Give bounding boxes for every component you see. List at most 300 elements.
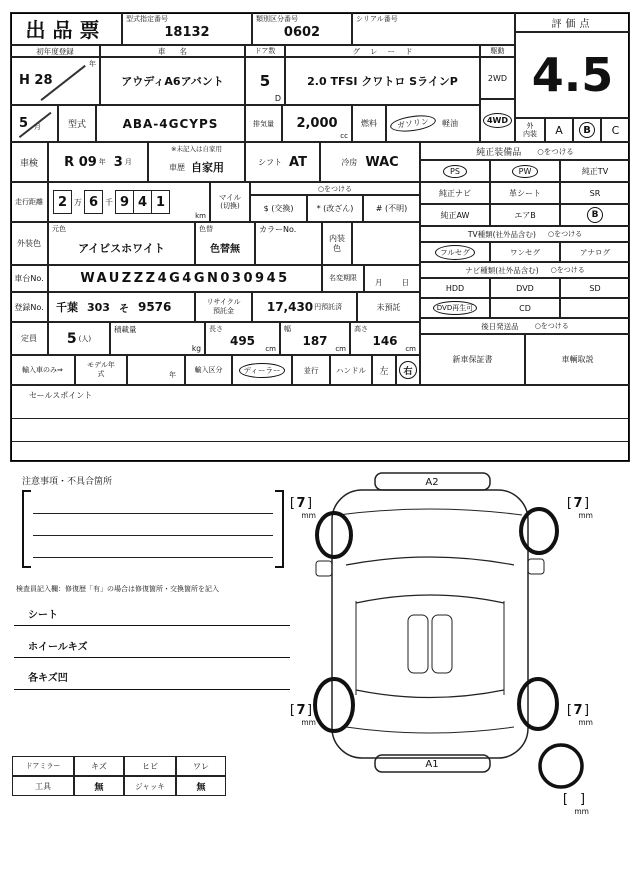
month-unit: 月 <box>34 123 41 131</box>
wheel-rear-right <box>519 679 557 729</box>
odometer-note-header <box>250 182 420 195</box>
interior-label: 内装 <box>523 130 537 138</box>
rule-line <box>33 557 273 558</box>
class-code-value: 0602 <box>283 25 321 40</box>
tread-unit: mm <box>578 718 593 727</box>
mirror-left <box>316 561 332 576</box>
mileage-digit: 1 <box>151 190 170 214</box>
drive-2wd: 2WD <box>487 73 508 83</box>
mile-sub: (切換) <box>220 202 240 211</box>
recycle-label-2: 預託金 <box>213 307 234 315</box>
memo-underline <box>14 625 290 626</box>
circle-note: ○をつける <box>317 184 353 193</box>
score-label: 評価点 <box>551 18 594 30</box>
load-cell <box>110 322 205 355</box>
rear-window-line <box>356 690 504 698</box>
grade-value: 2.0 TFSI クワトロ SラインP <box>307 75 458 88</box>
chassis-value: WAUZZZ4G4GN030945 <box>80 271 290 286</box>
mileage-km-unit: km <box>195 212 206 220</box>
fuel-value-cell <box>386 105 480 142</box>
bracket: ] <box>584 496 590 511</box>
score-value: 4.5 <box>531 48 614 102</box>
exterior-label: 外 <box>526 121 534 130</box>
notes-title: 注意事項・不具合箇所 <box>22 477 113 487</box>
rule-line <box>11 418 629 419</box>
inspector-note: 検査員記入欄：修復歴「有」の場合は修復箇所・交換箇所を記入 <box>16 585 219 593</box>
height-label: 高さ <box>354 325 368 333</box>
ac-value: WAC <box>365 154 399 170</box>
tread-rear-left <box>283 704 319 727</box>
shift-label: シフト <box>258 157 283 167</box>
memo-wheel-scratch: ホイールキズ <box>28 642 88 653</box>
equip-b-mark-cell <box>560 204 630 226</box>
orig-color-cell <box>48 222 195 265</box>
equip-navi-cell <box>420 182 490 204</box>
capacity-value-cell <box>48 322 110 355</box>
length-label: 長さ <box>209 325 223 333</box>
equip-ps-circled: PS <box>443 165 467 178</box>
car-name-label: 車名 <box>158 46 201 56</box>
drive-label: 駆動 <box>490 47 505 55</box>
manual-label: 車輌取説 <box>561 355 594 364</box>
tv-oneseg-cell <box>490 242 560 262</box>
mileage-digit: 6 <box>84 190 103 214</box>
import-type-label-cell <box>185 355 232 385</box>
history-label: 車歴 <box>169 162 185 172</box>
year-unit: 年 <box>89 60 96 68</box>
mileage-label-cell <box>10 182 48 222</box>
equip-sr: SR <box>589 188 601 198</box>
bracket: ] <box>584 703 590 718</box>
tv-analog: アナログ <box>580 247 610 257</box>
shaken-label-cell <box>10 142 48 182</box>
warranty-cell <box>420 334 525 385</box>
cd-cell <box>490 298 560 318</box>
height-cell <box>350 322 420 355</box>
memo-underline <box>14 657 290 658</box>
bracket: ] <box>307 703 313 718</box>
first-reg-header <box>10 45 100 57</box>
color-no-label: カラーNo. <box>259 225 297 234</box>
trunk-line <box>346 727 514 733</box>
recycle-amount-cell <box>252 292 357 322</box>
wheel-rear-left <box>315 679 353 731</box>
navi-hdd-cell <box>420 278 490 298</box>
shift-value: AT <box>289 154 307 170</box>
grade-b-cell <box>573 118 601 142</box>
grade-c: C <box>611 123 620 137</box>
history-value: 自家用 <box>191 161 224 174</box>
door-mirror-label: ドアミラー <box>25 762 61 770</box>
equip-leather-cell <box>490 182 560 204</box>
length-unit: cm <box>265 345 276 353</box>
width-value: 187 <box>302 333 328 348</box>
equipment-header <box>420 142 630 160</box>
doors-sub: D <box>274 94 281 103</box>
later-ship-header <box>420 318 630 334</box>
equip-sr-cell <box>560 182 630 204</box>
crack-label: ヒビ <box>142 761 158 771</box>
car-name-value: アウディA6アバント <box>121 75 224 88</box>
mini-table-tools <box>12 776 74 796</box>
navi-type-label: ナビ種類(社外品含む) <box>465 265 539 275</box>
windshield-line <box>356 595 504 603</box>
score-label-cell <box>515 12 630 32</box>
mile-label: マイル <box>218 192 242 202</box>
equip-pw-cell <box>490 160 560 182</box>
fuel-label-cell <box>352 105 386 142</box>
import-dealer-cell <box>232 355 292 385</box>
shaken-year-unit: 年 <box>98 158 106 166</box>
tv-fullseg-circled: フルセグ <box>435 245 475 260</box>
sales-point-area <box>10 385 630 462</box>
mirror-right <box>528 559 544 574</box>
color-change-value: 色替無 <box>210 244 240 255</box>
capacity-label-cell <box>10 322 48 355</box>
model-code-value: 18132 <box>164 25 210 40</box>
first-reg-year: H 28 <box>19 73 53 88</box>
handle-label: ハンドル <box>336 365 366 375</box>
history-note: ※未記入は自家用 <box>171 145 222 153</box>
spare-tire <box>540 745 582 787</box>
interior-detail <box>432 615 452 673</box>
shaken-month: 3 <box>113 154 123 170</box>
serial-cell <box>352 12 515 45</box>
handle-right-circled: 右 <box>399 361 417 379</box>
interior-detail <box>408 615 428 673</box>
manual-cell <box>525 334 630 385</box>
rule-line <box>33 535 273 536</box>
navi-hdd: HDD <box>445 283 465 293</box>
mileage-value-cell <box>48 182 210 222</box>
reg-region: 千葉 <box>56 301 78 314</box>
scratch-label: キズ <box>91 761 107 771</box>
int-color-label-cell <box>322 222 352 265</box>
name-change-label-cell <box>322 265 364 292</box>
recycle-amount: 17,430 <box>266 300 314 314</box>
equip-tv: 純正TV <box>581 166 609 176</box>
color-change-label: 色替 <box>199 225 213 233</box>
notes-area <box>22 490 284 568</box>
car-body-outline <box>332 490 528 758</box>
car-name-cell <box>100 57 245 105</box>
model-year-label-cell <box>75 355 127 385</box>
int-color-label: 内装色 <box>329 233 345 253</box>
tread-value: 7 <box>573 703 583 718</box>
chassis-label: 車台No. <box>14 274 44 283</box>
tv-fullseg-cell <box>420 242 490 262</box>
memo-dents: 各キズ凹 <box>28 673 68 684</box>
height-value: 146 <box>372 333 398 348</box>
bracket: [ <box>562 792 568 807</box>
odo-exchange-cell <box>250 195 307 222</box>
sheet-title-cell <box>10 12 122 45</box>
model-label-cell <box>58 105 96 142</box>
mileage-sen-unit: 千 <box>105 197 113 207</box>
mini-table-door-mirror <box>12 756 74 776</box>
none-value: 無 <box>94 782 104 793</box>
tread-unit: mm <box>301 511 316 520</box>
chassis-label-cell <box>10 265 48 292</box>
none-value: 無 <box>196 782 206 793</box>
wheel-front-left <box>317 513 351 557</box>
displacement-value-cell <box>282 105 352 142</box>
mileage-digit: 9 <box>115 190 134 214</box>
shaken-value-cell <box>48 142 148 182</box>
bracket: [ <box>566 703 572 718</box>
class-code-label: 類別区分番号 <box>256 15 298 23</box>
equip-aw: 純正AW <box>440 210 470 220</box>
color-change-cell <box>195 222 255 265</box>
shaken-year: R 09 <box>64 154 97 170</box>
mini-table-none-1 <box>74 776 124 796</box>
day-mark: 日 <box>401 278 409 287</box>
fuel-label: 燃料 <box>361 119 377 128</box>
bracket: [ <box>566 496 572 511</box>
name-change-value-cell <box>364 265 420 292</box>
bracket: [ <box>289 703 295 718</box>
equipment-title: 純正装備品 <box>476 147 522 158</box>
reg-value-cell <box>48 292 195 322</box>
tread-front-left <box>283 497 319 520</box>
recycle-unpaid-label: 未預託 <box>376 302 401 312</box>
equip-airbag: エアB <box>514 210 536 220</box>
navi-dvd: DVD <box>516 283 534 293</box>
tread-rear-right <box>560 704 596 727</box>
car-name-header <box>100 45 245 57</box>
sales-point-label: セールスポイント <box>29 391 93 400</box>
tools-label: 工具 <box>35 781 51 791</box>
mini-table-jack <box>124 776 176 796</box>
chassis-value-cell <box>48 265 322 292</box>
reg-label: 登録No. <box>14 302 44 312</box>
serial-label: シリアル番号 <box>356 15 398 23</box>
dvd-play-circled: DVD再生可 <box>433 301 477 315</box>
left-bracket <box>22 490 31 568</box>
first-reg-month-cell <box>10 105 58 142</box>
int-color-value-cell <box>352 222 420 265</box>
displacement-unit: cc <box>340 132 348 140</box>
fuel-gasoline-circled: ガソリン <box>389 113 437 134</box>
equip-leather: 革シート <box>509 188 541 198</box>
model-year-value-cell <box>127 355 185 385</box>
navi-sd-cell <box>560 278 630 298</box>
reg-kana: そ <box>118 303 129 315</box>
fuel-diesel: 軽油 <box>442 119 458 128</box>
empty-cell <box>560 298 630 318</box>
mileage-man-unit: 万 <box>74 197 82 207</box>
history-cell <box>148 142 245 182</box>
shaken-month-unit: 月 <box>124 158 132 166</box>
tv-analog-cell <box>560 242 630 262</box>
name-change-label: 名変期限 <box>329 274 357 283</box>
front-bumper-label: A2 <box>425 477 439 488</box>
grade-a-cell <box>545 118 573 142</box>
circle-note: ○をつける <box>534 322 569 330</box>
model-value-cell <box>96 105 245 142</box>
tv-type-header <box>420 226 630 242</box>
mile-cell <box>210 182 250 222</box>
mini-table-crack <box>124 756 176 776</box>
grade-c-cell <box>601 118 630 142</box>
capacity-unit: (人) <box>78 334 92 343</box>
reg-class: 303 <box>87 300 110 314</box>
ext-int-label-cell <box>515 118 545 142</box>
first-reg-label: 初年度登録 <box>36 46 74 56</box>
ext-color-label: 外装色 <box>17 239 41 248</box>
mini-table-none-2 <box>176 776 226 796</box>
memo-seat: シート <box>28 610 58 621</box>
ac-label: 冷房 <box>341 157 358 167</box>
mileage-digit: 2 <box>53 190 72 214</box>
drive-header <box>480 45 515 57</box>
ext-color-label-cell <box>10 222 48 265</box>
tread-value: 7 <box>573 496 583 511</box>
tv-type-label: TV種類(社外品含む) <box>467 229 536 239</box>
cd-label: CD <box>519 303 531 313</box>
odo-exchange: $ (交換) <box>263 204 294 213</box>
capacity-value: 5 <box>66 330 77 347</box>
recycle-label-1: リサイクル <box>206 297 241 306</box>
hood-line <box>338 509 522 515</box>
equip-b-mark-circled: B <box>587 207 603 223</box>
drive-2wd-cell <box>480 57 515 99</box>
model-value: ABA-4GCYPS <box>122 116 219 131</box>
tread-front-right <box>560 497 596 520</box>
displacement-value: 2,000 <box>296 116 338 131</box>
doors-value: 5 <box>259 72 271 90</box>
bracket: ] <box>307 496 313 511</box>
grade-label: グレード <box>352 46 423 56</box>
capacity-label: 定員 <box>21 334 37 343</box>
load-label: 積載量 <box>114 325 137 334</box>
tread-value: 7 <box>296 496 306 511</box>
score-value-cell <box>515 32 630 118</box>
equip-pw-circled: PW <box>512 165 539 178</box>
model-code-cell <box>122 12 252 45</box>
height-unit: cm <box>405 345 416 353</box>
doors-header <box>245 45 285 57</box>
odo-unknown: # (不明) <box>375 204 408 213</box>
import-parallel-cell <box>292 355 330 385</box>
recycle-label-cell <box>195 292 252 322</box>
rear-bumper-label: A1 <box>425 759 439 770</box>
displacement-label: 排気量 <box>253 119 274 128</box>
width-label: 幅 <box>284 325 291 333</box>
width-cell <box>280 322 350 355</box>
model-label: 型式 <box>67 120 86 130</box>
drive-4wd-circled: 4WD <box>483 113 512 128</box>
later-ship-label: 後日発送品 <box>481 321 519 331</box>
drive-4wd-cell <box>480 99 515 142</box>
wheel-front-right <box>521 509 557 553</box>
import-label-cell <box>10 355 75 385</box>
grade-cell <box>285 57 480 105</box>
odo-unknown-cell <box>363 195 420 222</box>
import-parallel: 並行 <box>303 365 319 375</box>
length-value: 495 <box>229 333 256 348</box>
handle-left-cell <box>372 355 396 385</box>
length-cell <box>205 322 280 355</box>
recycle-unpaid-cell <box>357 292 420 322</box>
width-unit: cm <box>335 345 346 353</box>
grade-header <box>285 45 480 57</box>
month-mark: 月 <box>375 278 383 287</box>
first-reg-year-cell <box>10 57 100 105</box>
mini-table-scratch <box>74 756 124 776</box>
handle-label-cell <box>330 355 372 385</box>
sheet-title: 出品票 <box>25 18 107 42</box>
circle-note: ○をつける <box>537 146 574 156</box>
mileage-digit: 4 <box>133 190 152 214</box>
displacement-label-cell <box>245 105 282 142</box>
model-code-label: 型式指定番号 <box>126 15 168 23</box>
tread-spare <box>556 793 592 816</box>
bracket: [ <box>289 496 295 511</box>
warranty-label: 新車保証書 <box>452 355 493 364</box>
cowl-line <box>346 557 514 565</box>
tread-unit: mm <box>578 511 593 520</box>
grade-a: A <box>555 123 563 137</box>
load-unit: kg <box>191 344 201 353</box>
doors-cell <box>245 57 285 105</box>
rule-line <box>11 441 629 442</box>
odo-tampered: * (改ざん) <box>316 204 354 213</box>
model-year-label: モデル年式 <box>87 360 115 378</box>
dvd-play-cell <box>420 298 490 318</box>
tv-oneseg: ワンセグ <box>510 247 540 257</box>
navi-type-header <box>420 262 630 278</box>
first-reg-month: 5 <box>19 116 29 131</box>
rule-line <box>33 513 273 514</box>
recycle-paid-label: 円預託済 <box>314 303 343 311</box>
color-no-cell <box>255 222 322 265</box>
import-type-label: 輸入区分 <box>194 366 223 374</box>
equip-aw-cell <box>420 204 490 226</box>
navi-sd: SD <box>589 283 601 293</box>
model-year-unit: 年 <box>169 371 176 379</box>
orig-color-label: 元色 <box>52 225 66 233</box>
handle-left: 左 <box>379 366 389 377</box>
equip-ps-cell <box>420 160 490 182</box>
jack-label: ジャッキ <box>135 781 165 791</box>
circle-note: ○をつける <box>550 266 585 274</box>
import-dealer-circled: ディーラー <box>239 363 286 378</box>
equip-tv-cell <box>560 160 630 182</box>
class-code-cell <box>252 12 352 45</box>
orig-color-value: アイビスホワイト <box>78 241 165 255</box>
circle-note: ○をつける <box>547 230 583 238</box>
mini-table-split <box>176 756 226 776</box>
memo-underline <box>14 689 290 690</box>
reg-label-cell <box>10 292 48 322</box>
doors-label: ドア数 <box>254 47 276 55</box>
navi-dvd-cell <box>490 278 560 298</box>
bracket: ] <box>580 792 586 807</box>
tread-unit: mm <box>301 718 316 727</box>
mileage-label: 走行距離 <box>15 198 43 206</box>
equip-navi: 純正ナビ <box>439 188 471 198</box>
shaken-label: 車検 <box>19 158 38 169</box>
tread-unit: mm <box>574 807 589 816</box>
import-label: 輸入車のみ⇒ <box>22 366 63 374</box>
handle-right-cell <box>396 355 420 385</box>
reg-number: 9576 <box>137 300 172 314</box>
ac-cell <box>320 142 420 182</box>
tread-value: 7 <box>296 703 306 718</box>
odo-tampered-cell <box>307 195 363 222</box>
equip-airbag-cell <box>490 204 560 226</box>
